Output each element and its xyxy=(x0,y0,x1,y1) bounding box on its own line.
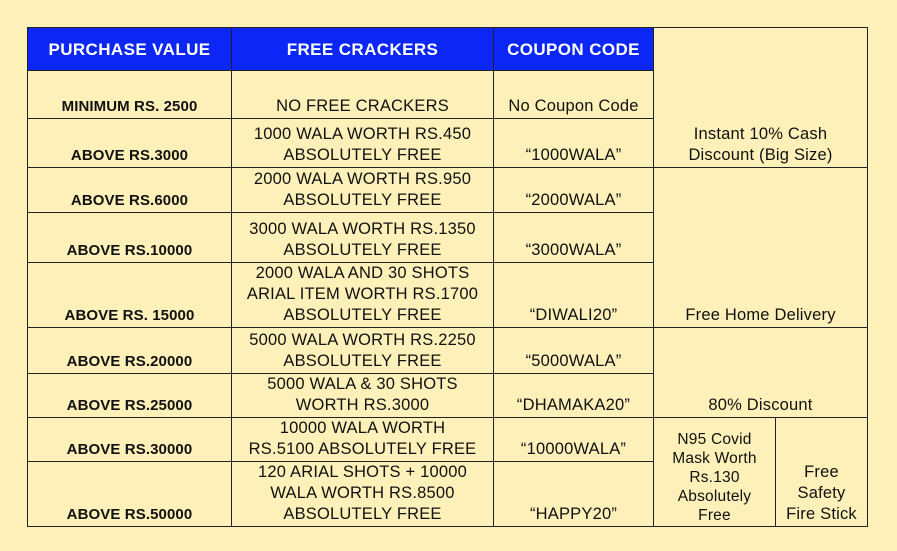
free-crackers-cell xyxy=(232,71,494,119)
header-row xyxy=(28,28,868,71)
free-crackers-cell xyxy=(232,263,494,328)
purchase-value-cell: ABOVE RS.10000 xyxy=(28,213,232,263)
n95-mask-line: Mask Worth xyxy=(672,450,757,467)
crackers-line: WORTH RS.3000 xyxy=(295,396,430,414)
free-crackers-cell xyxy=(232,462,494,527)
cash-discount-cell xyxy=(654,71,868,168)
header-free-crackers: FREE CRACKERS xyxy=(232,28,494,71)
n95-mask-line: Rs.130 xyxy=(689,469,740,486)
n95-mask-line: Free xyxy=(698,507,731,524)
crackers-line: 10000 WALA WORTH xyxy=(279,419,446,437)
purchase-value-cell: MINIMUM RS. 2500 xyxy=(28,71,232,119)
fire-stick-line: Free xyxy=(804,463,839,481)
free-crackers-cell xyxy=(232,418,494,462)
crackers-line: ABSOLUTELY FREE xyxy=(283,505,442,523)
table-row xyxy=(28,71,868,119)
coupon-code-cell: “10000WALA” xyxy=(494,418,654,462)
crackers-line: 2000 WALA AND 30 SHOTS xyxy=(255,264,470,282)
crackers-line: 120 ARIAL SHOTS + 10000 xyxy=(258,463,467,481)
fire-stick-line: Safety xyxy=(797,484,846,502)
free-crackers-cell xyxy=(232,328,494,374)
crackers-line: ARIAL ITEM WORTH RS.1700 xyxy=(246,285,479,303)
crackers-line: WALA WORTH RS.8500 xyxy=(270,484,455,502)
header-blank-cell xyxy=(654,28,868,71)
crackers-line: RS.5100 ABSOLUTELY FREE xyxy=(248,440,477,458)
free-crackers-cell xyxy=(232,168,494,213)
purchase-value-cell: ABOVE RS.30000 xyxy=(28,418,232,462)
table-row xyxy=(28,328,868,374)
coupon-code-cell: No Coupon Code xyxy=(494,71,654,119)
coupon-code-cell: “DIWALI20” xyxy=(494,263,654,328)
coupon-code-cell: “HAPPY20” xyxy=(494,462,654,527)
header-coupon-code: COUPON CODE xyxy=(494,28,654,71)
cash-discount-line: Discount (Big Size) xyxy=(688,146,833,164)
coupon-code-cell: “2000WALA” xyxy=(494,168,654,213)
fire-stick-line: Fire Stick xyxy=(786,505,857,523)
crackers-line: 1000 WALA WORTH RS.450 xyxy=(253,125,472,143)
discount-cell: 80% Discount xyxy=(654,328,868,418)
crackers-line: 2000 WALA WORTH RS.950 xyxy=(253,170,472,188)
purchase-value-cell: ABOVE RS.25000 xyxy=(28,374,232,418)
n95-mask-cell xyxy=(654,418,776,527)
crackers-line: 3000 WALA WORTH RS.1350 xyxy=(249,220,476,238)
crackers-line: ABSOLUTELY FREE xyxy=(283,191,442,209)
crackers-line: ABSOLUTELY FREE xyxy=(283,241,442,259)
crackers-line: NO FREE CRACKERS xyxy=(276,97,449,115)
header-purchase-value: PURCHASE VALUE xyxy=(28,28,232,71)
purchase-value-cell: ABOVE RS.50000 xyxy=(28,462,232,527)
crackers-line: 5000 WALA & 30 SHOTS xyxy=(267,375,458,393)
crackers-line: ABSOLUTELY FREE xyxy=(283,146,442,164)
n95-mask-line: N95 Covid xyxy=(677,431,752,448)
free-crackers-cell xyxy=(232,213,494,263)
home-delivery-cell: Free Home Delivery xyxy=(654,168,868,328)
offers-table xyxy=(27,27,868,527)
table-row xyxy=(28,418,868,462)
purchase-value-cell: ABOVE RS.6000 xyxy=(28,168,232,213)
table-row xyxy=(28,168,868,213)
purchase-value-cell: ABOVE RS.3000 xyxy=(28,119,232,168)
free-crackers-cell xyxy=(232,374,494,418)
fire-stick-cell xyxy=(776,418,868,527)
crackers-line: 5000 WALA WORTH RS.2250 xyxy=(249,331,476,349)
coupon-code-cell: “DHAMAKA20” xyxy=(494,374,654,418)
purchase-value-cell: ABOVE RS. 15000 xyxy=(28,263,232,328)
coupon-code-cell: “3000WALA” xyxy=(494,213,654,263)
crackers-line: ABSOLUTELY FREE xyxy=(283,352,442,370)
purchase-value-cell: ABOVE RS.20000 xyxy=(28,328,232,374)
crackers-line: ABSOLUTELY FREE xyxy=(283,306,442,324)
coupon-code-cell: “1000WALA” xyxy=(494,119,654,168)
cash-discount-line: Instant 10% Cash xyxy=(693,125,828,143)
n95-mask-line: Absolutely xyxy=(677,488,752,505)
free-crackers-cell xyxy=(232,119,494,168)
coupon-code-cell: “5000WALA” xyxy=(494,328,654,374)
